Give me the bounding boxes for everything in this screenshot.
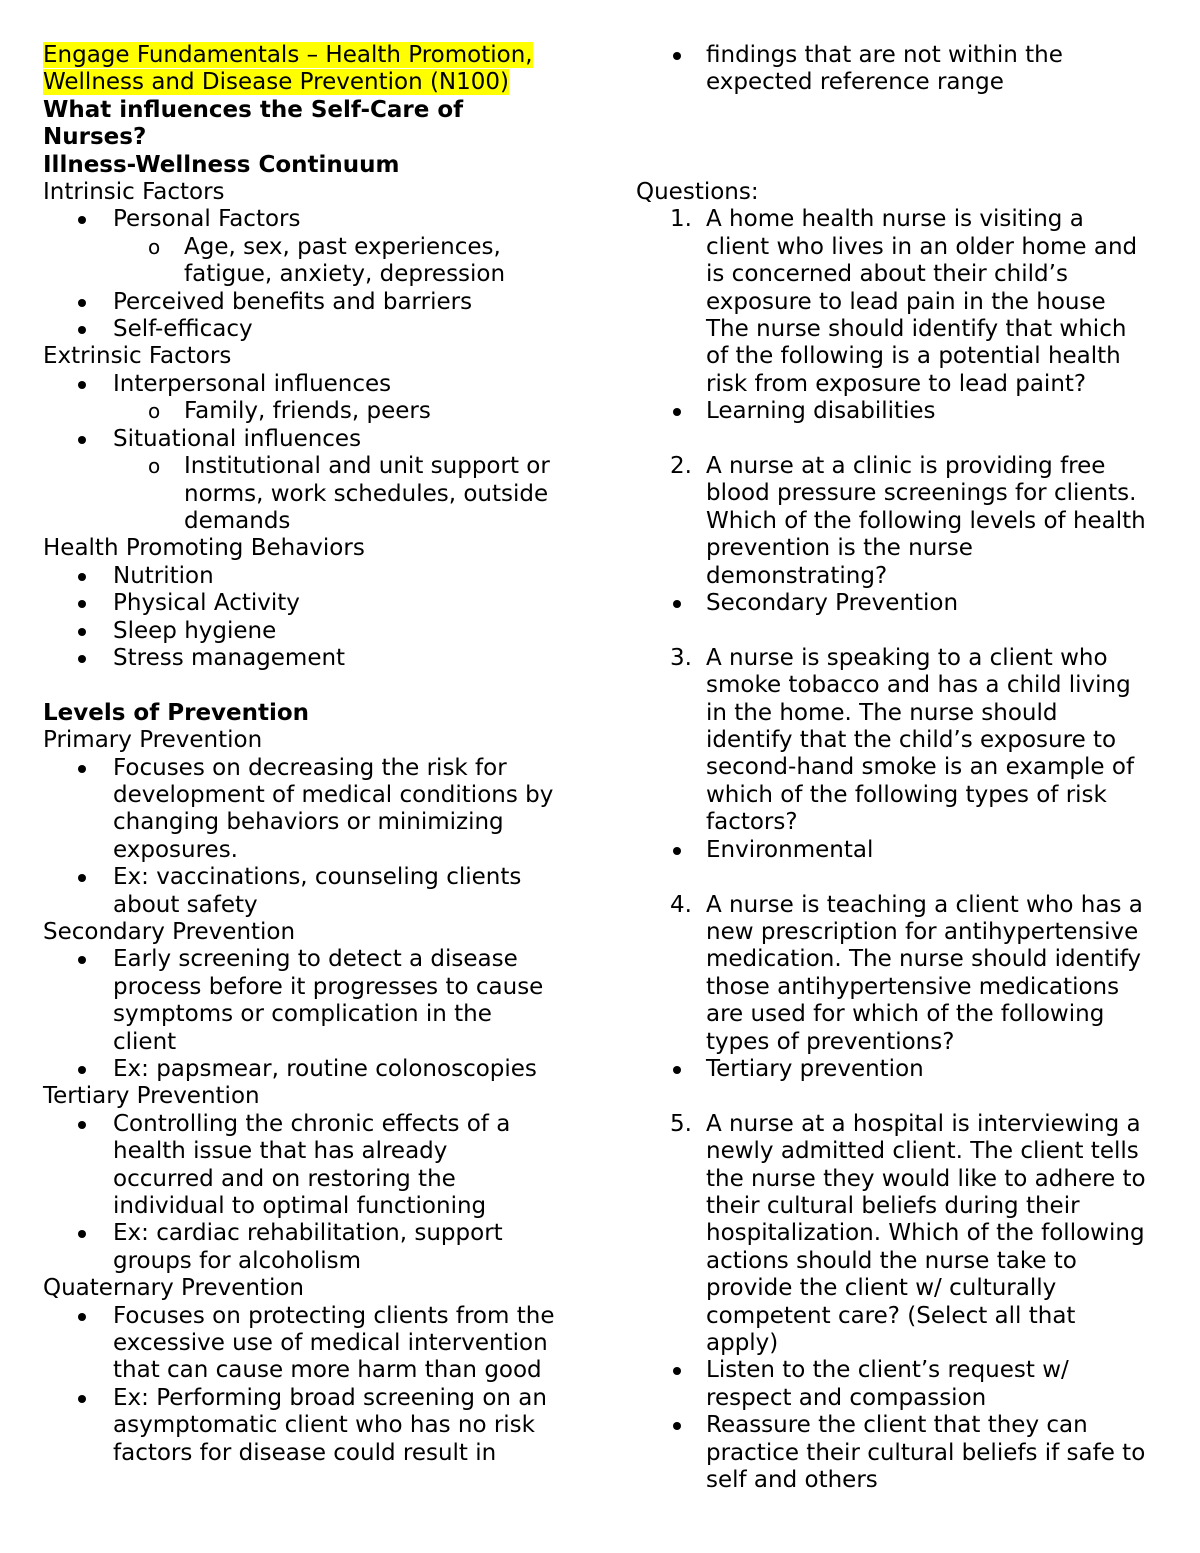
answer-item: Learning disabilities (636, 398, 1166, 425)
list-item: Controlling the chronic effects of a health issue that has already occurred and on restoring the individual to optimal functioning (43, 1111, 573, 1221)
list-item: Situational influences (43, 426, 573, 453)
list-item: Nutrition (43, 563, 573, 590)
question-item: 3. A nurse is speaking to a client who smoke tobacco and has a child living in the home. The nurse should identify that the child’s exposure to second-hand smoke is an example of which of the following types of risk factors? (670, 644, 1135, 836)
answer-item: Listen to the client’s request w/ respect and compassion (636, 1357, 1166, 1412)
list-item: Focuses on protecting clients from the excessive use of medical intervention that can cause more harm than good (43, 1303, 573, 1385)
list-item: Sleep hygiene (43, 618, 573, 645)
sub-list-item: o Family, friends, peers (43, 398, 573, 425)
answer-item: Reassure the client that they can practice their cultural beliefs if safe to self and others (636, 1412, 1166, 1494)
list-item: Stress management (43, 645, 573, 672)
list-item: Focuses on decreasing the risk for development of medical conditions by changing behaviors or minimizing exposures. (43, 755, 573, 865)
right-column (636, 42, 1166, 1494)
question-number: 3. (670, 644, 692, 671)
list-item: Ex: vaccinations, counseling clients about safety (43, 864, 573, 919)
list-item: Self-efficacy (43, 316, 573, 343)
list-item: Ex: papsmear, routine colonoscopies (43, 1056, 573, 1083)
question-number: 4. (670, 891, 692, 918)
list-item: Personal Factors (43, 206, 573, 233)
question-number: 5. (670, 1110, 692, 1137)
question-item: 5. A nurse at a hospital is interviewing a newly admitted client. The client tells the nurse they would like to adhere to their cultural beliefs during their hospitalization. Which of the following actions should the nurse take to provide the client w/ culturally competent care? (Select all that apply) (670, 1110, 1146, 1356)
secondary-prevention-label: Secondary Prevention (43, 918, 296, 945)
list-item: Perceived benefits and barriers (43, 289, 573, 316)
list-item: Physical Activity (43, 590, 573, 617)
list-item: Interpersonal influences (43, 371, 573, 398)
document-title-line-1: Engage Fundamentals – Health Promotion, (43, 42, 533, 68)
list-item: Early screening to detect a disease process before it progresses to cause symptoms or complication in the client (43, 946, 573, 1056)
primary-prevention-label: Primary Prevention (43, 727, 263, 754)
answer-item: Tertiary prevention (636, 1056, 1166, 1083)
sub-list-item: o Institutional and unit support or norms, work schedules, outside demands (43, 453, 573, 535)
document-title-line-2: Wellness and Disease Prevention (N100) (43, 69, 510, 96)
sub-list-item: o Age, sex, past experiences, fatigue, anxiety, depression (43, 234, 573, 289)
question-item: 1. A home health nurse is visiting a client who lives in an older home and is concerned about their child’s exposure to lead pain in the house The nurse should identify that which of the following is a potential health risk from exposure to lead paint? (670, 206, 1138, 397)
question-item: 2. A nurse at a clinic is providing free blood pressure screenings for clients. Which of the following levels of health prevention is the nurse demonstrating? (670, 453, 1146, 589)
health-behaviors-label: Health Promoting Behaviors (43, 535, 365, 562)
intrinsic-factors-label: Intrinsic Factors (43, 179, 225, 206)
section-heading-self-care: What influences the Self-Care of (43, 96, 464, 123)
questions-label: Questions: (636, 178, 759, 205)
section-heading-continuum: Illness-Wellness Continuum (43, 151, 400, 178)
answer-item: Environmental (636, 837, 1166, 864)
question-item: 4. A nurse is teaching a client who has a new prescription for antihypertensive medication. The nurse should identify those antihypertensive medications are used for which of the following types of preventions? (670, 891, 1143, 1055)
question-number: 2. (670, 453, 692, 480)
extrinsic-factors-label: Extrinsic Factors (43, 343, 232, 370)
list-item: Ex: cardiac rehabilitation, support groups for alcoholism (43, 1220, 573, 1275)
left-column (43, 42, 573, 1467)
section-heading-self-care-cont: Nurses? (43, 124, 147, 151)
continued-text: findings that are not within the expected reference range (636, 42, 1166, 97)
answer-item: Secondary Prevention (636, 590, 1166, 617)
tertiary-prevention-label: Tertiary Prevention (43, 1083, 260, 1110)
list-item: Ex: Performing broad screening on an asymptomatic client who has no risk factors for disease could result in (43, 1385, 573, 1467)
section-heading-levels: Levels of Prevention (43, 699, 310, 726)
quaternary-prevention-label: Quaternary Prevention (43, 1275, 305, 1302)
question-number: 1. (670, 206, 692, 233)
